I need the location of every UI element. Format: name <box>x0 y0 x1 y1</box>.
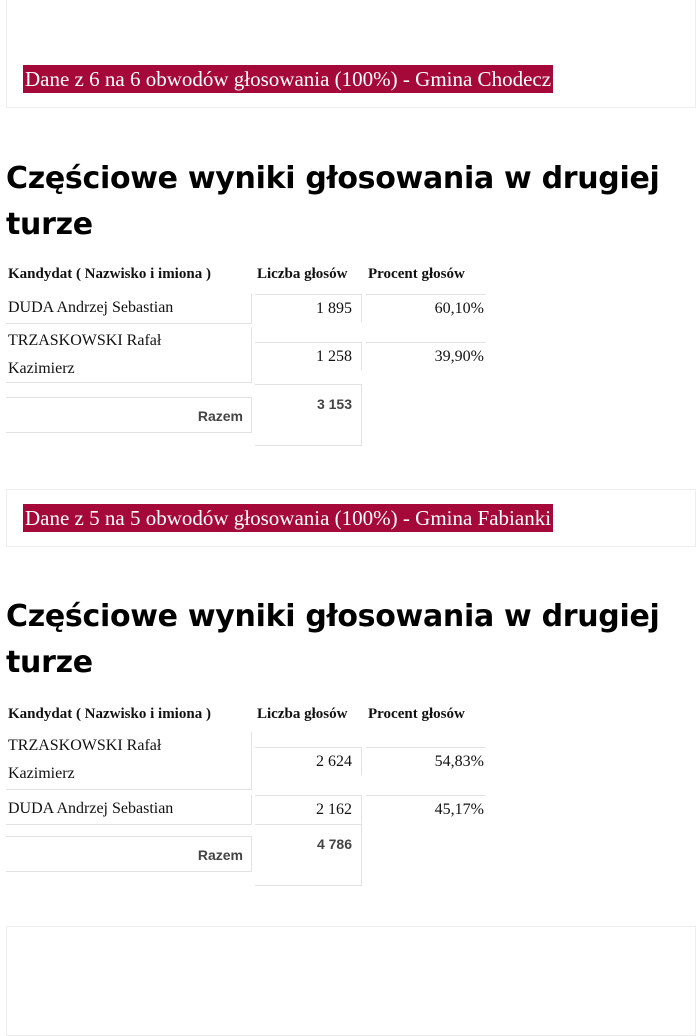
banner-box-fabianki <box>6 489 696 547</box>
votes-value: 2 624 <box>255 747 362 775</box>
header-candidate: Kandydat ( Nazwisko i imiona ) <box>8 266 211 282</box>
candidate-name <box>6 732 252 790</box>
candidate-name <box>6 327 252 383</box>
header-percent: Procent głosów <box>368 266 465 282</box>
results-table-fabianki <box>6 704 496 894</box>
header-votes: Liczba głosów <box>257 266 348 282</box>
votes-value: 1 258 <box>255 342 362 370</box>
total-value: 4 786 <box>255 824 362 886</box>
candidate-name-line1: TRZASKOWSKI Rafał <box>8 332 162 349</box>
percent-value: 45,17% <box>366 795 486 823</box>
empty-container <box>6 926 696 1036</box>
candidate-name-line2: Kazimierz <box>8 360 75 377</box>
candidate-name-line1: TRZASKOWSKI Rafał <box>8 737 162 754</box>
banner-fabianki: Dane z 5 na 5 obwodów głosowania (100%) - Gmina Fabianki <box>25 506 552 530</box>
percent-value: 39,90% <box>366 342 486 370</box>
section-title-fabianki: Częściowe wyniki głosowania w drugiej turze <box>6 599 660 680</box>
votes-value: 1 895 <box>255 294 362 322</box>
banner-box-chodecz <box>6 0 696 108</box>
total-value: 3 153 <box>255 384 362 446</box>
total-label: Razem <box>6 397 252 433</box>
candidate-name: DUDA Andrzej Sebastian <box>6 294 252 324</box>
header-votes: Liczba głosów <box>257 706 348 722</box>
candidate-name-line2: Kazimierz <box>8 765 75 782</box>
banner-chodecz: Dane z 6 na 6 obwodów głosowania (100%) - Gmina Chodecz <box>25 67 552 91</box>
total-label: Razem <box>6 836 252 872</box>
candidate-name: DUDA Andrzej Sebastian <box>6 795 252 825</box>
results-table-chodecz <box>6 264 496 454</box>
header-percent: Procent głosów <box>368 706 465 722</box>
header-candidate: Kandydat ( Nazwisko i imiona ) <box>8 706 211 722</box>
percent-value: 54,83% <box>366 747 486 775</box>
section-title-chodecz: Częściowe wyniki głosowania w drugiej turze <box>6 161 660 242</box>
votes-value: 2 162 <box>255 795 362 823</box>
percent-value: 60,10% <box>366 294 486 322</box>
